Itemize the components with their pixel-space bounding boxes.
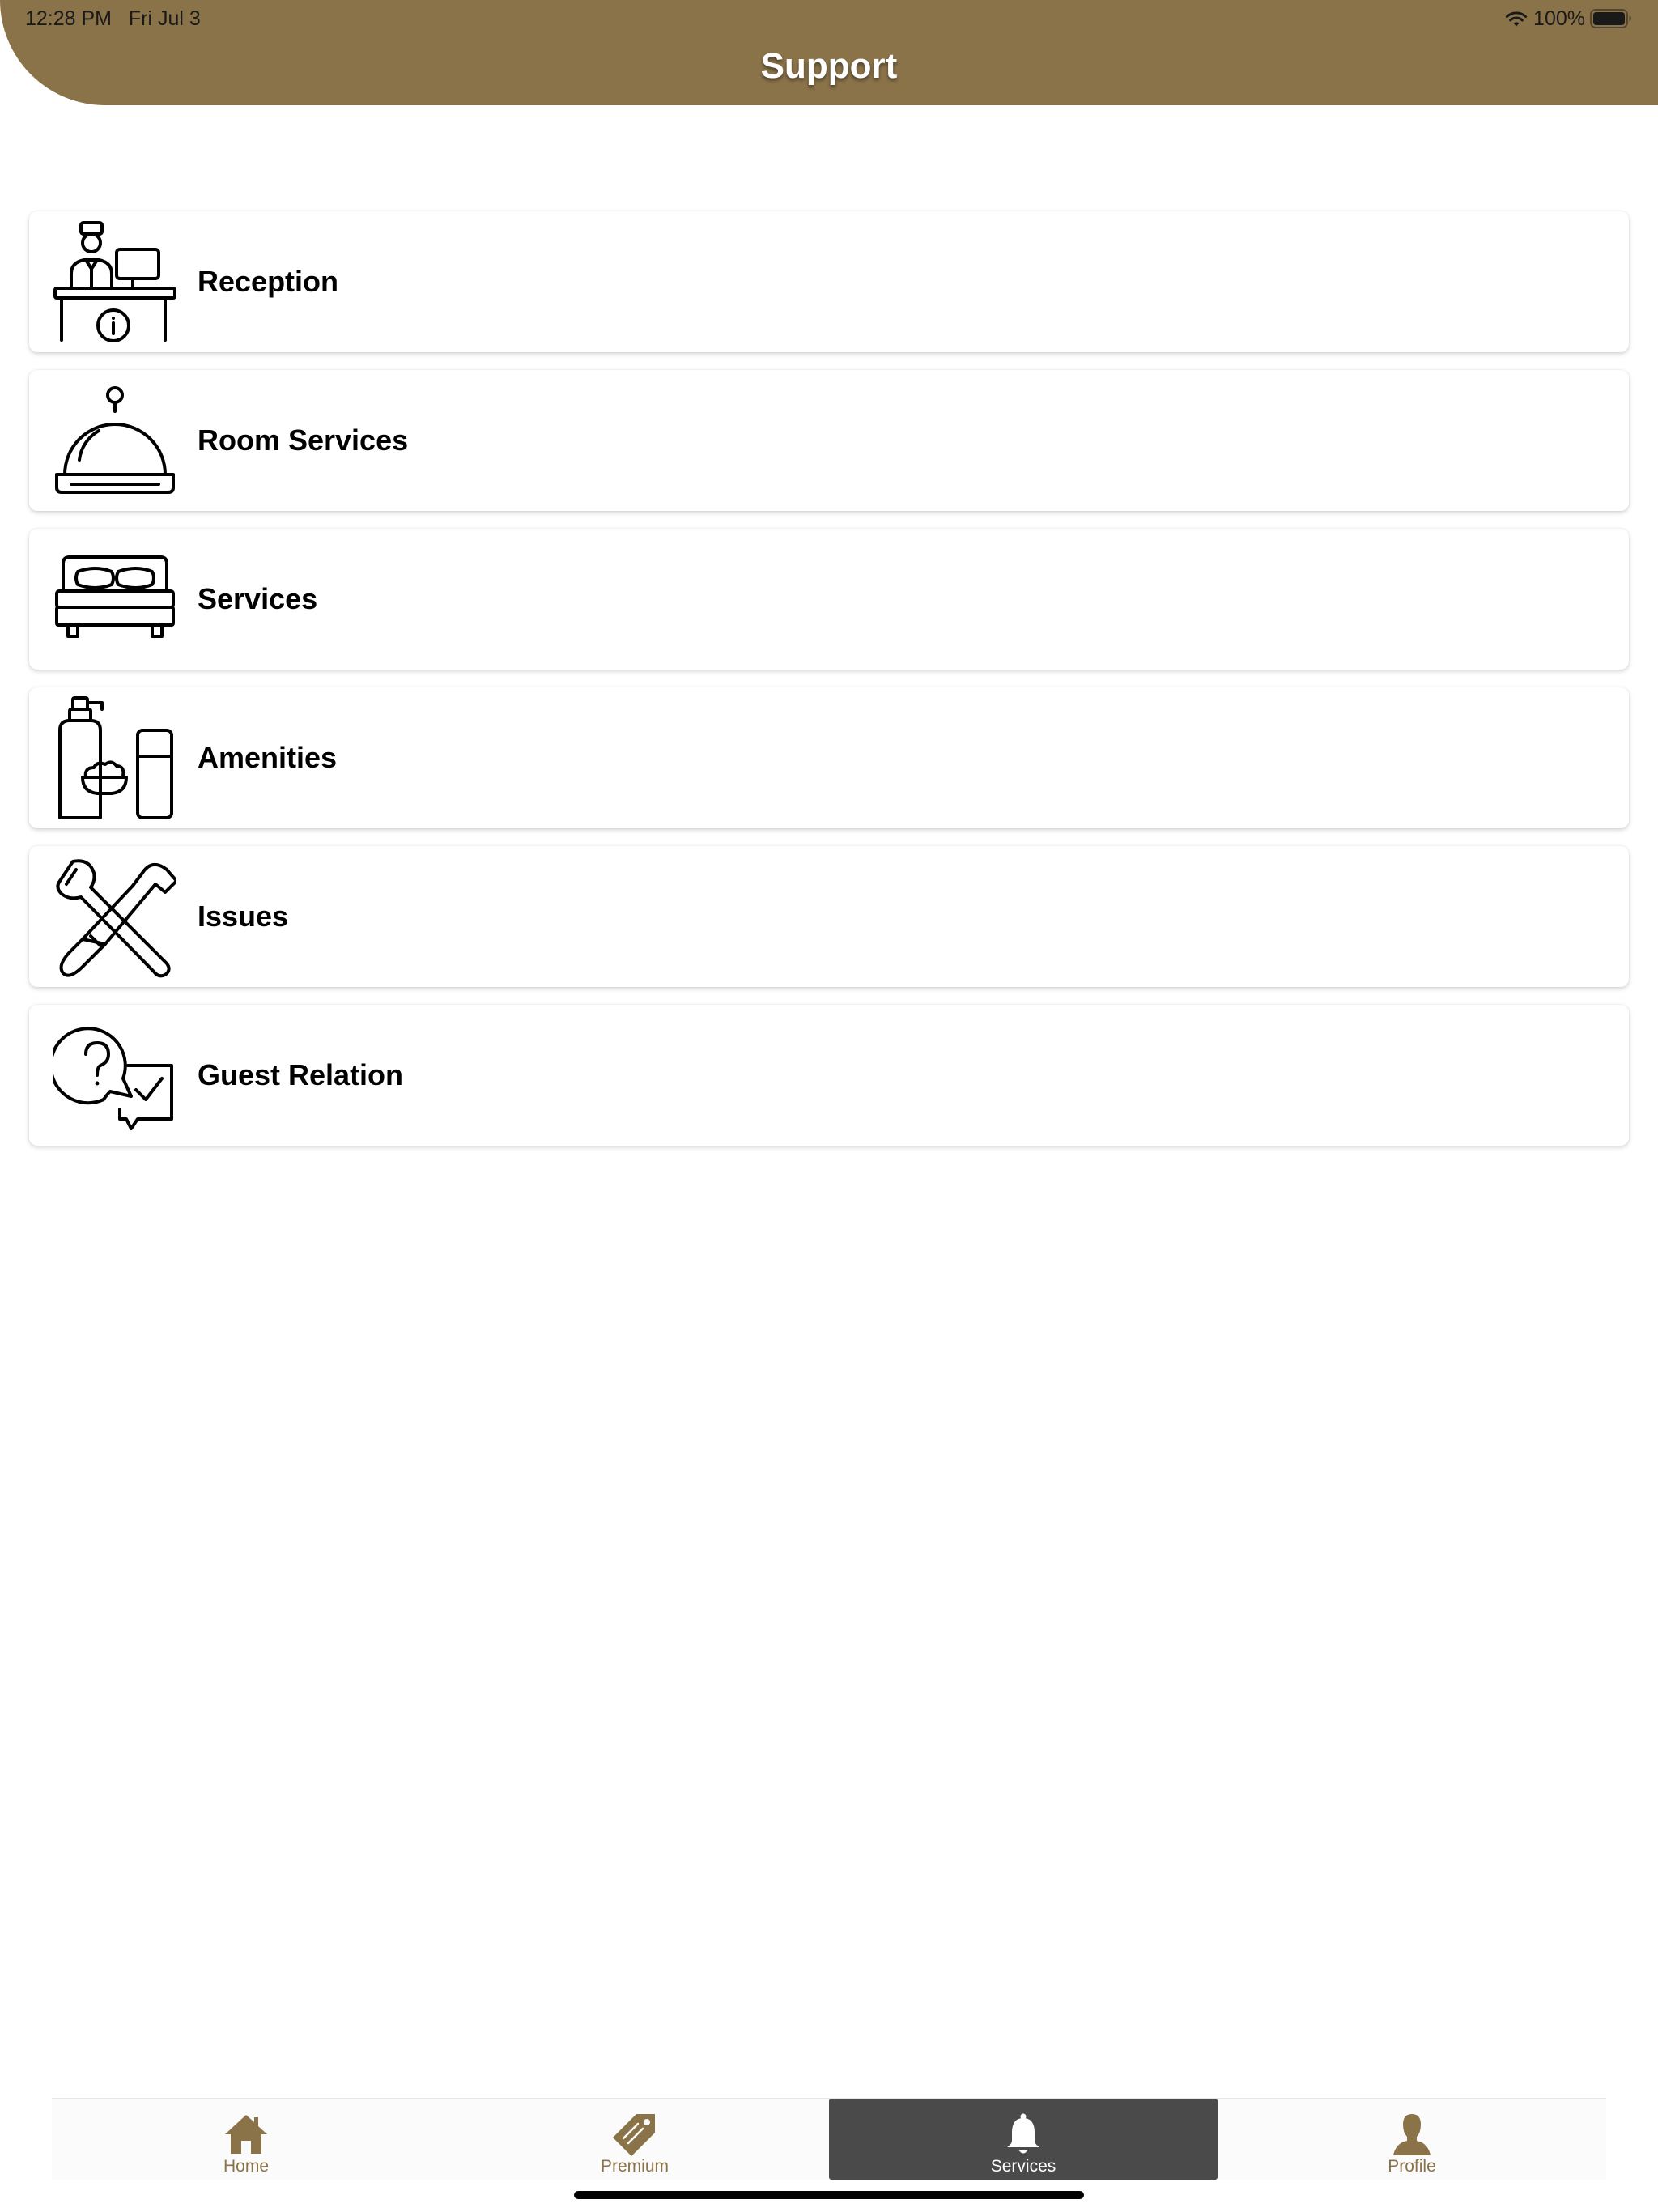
wrench-hammer-icon — [53, 855, 176, 978]
toiletries-icon — [53, 696, 176, 819]
tab-label: Services — [990, 2157, 1056, 2176]
wifi-icon — [1504, 10, 1528, 28]
menu-item-label: Room Services — [198, 423, 409, 457]
person-icon — [1389, 2112, 1435, 2157]
battery-percentage: 100% — [1533, 7, 1585, 30]
tab-premium[interactable] — [440, 2099, 829, 2180]
menu-item-issues[interactable] — [29, 846, 1629, 987]
tab-label: Premium — [600, 2157, 669, 2176]
battery-icon — [1590, 9, 1632, 28]
status-indicators — [1504, 6, 1632, 31]
menu-item-services[interactable] — [29, 529, 1629, 670]
menu-item-label: Services — [198, 582, 318, 615]
menu-item-room-services[interactable] — [29, 370, 1629, 511]
menu-item-label: Guest Relation — [198, 1058, 404, 1091]
question-chat-icon — [53, 1014, 176, 1137]
menu-item-label: Amenities — [198, 741, 338, 774]
menu-item-reception[interactable] — [29, 211, 1629, 352]
menu-item-label: Issues — [198, 900, 289, 933]
tab-bar — [52, 2098, 1606, 2180]
tag-icon — [612, 2112, 657, 2157]
tab-home[interactable] — [52, 2099, 440, 2180]
tab-label: Home — [223, 2157, 270, 2176]
header-bar — [0, 0, 1658, 105]
menu-item-label: Reception — [198, 265, 339, 298]
page-title: Support — [760, 46, 898, 86]
status-time: 12:28 PM Fri Jul 3 — [25, 7, 201, 30]
tab-profile[interactable] — [1218, 2099, 1606, 2180]
reception-desk-icon — [53, 220, 176, 343]
support-menu-list — [29, 211, 1629, 1163]
service-bell-icon — [53, 379, 176, 502]
bed-icon — [53, 538, 176, 661]
tab-services[interactable] — [829, 2099, 1218, 2180]
menu-item-guest-relation[interactable] — [29, 1005, 1629, 1146]
home-indicator — [574, 2191, 1084, 2199]
tab-label: Profile — [1388, 2157, 1436, 2176]
menu-item-amenities[interactable] — [29, 687, 1629, 828]
home-icon — [223, 2112, 269, 2157]
bell-icon — [1001, 2112, 1046, 2157]
